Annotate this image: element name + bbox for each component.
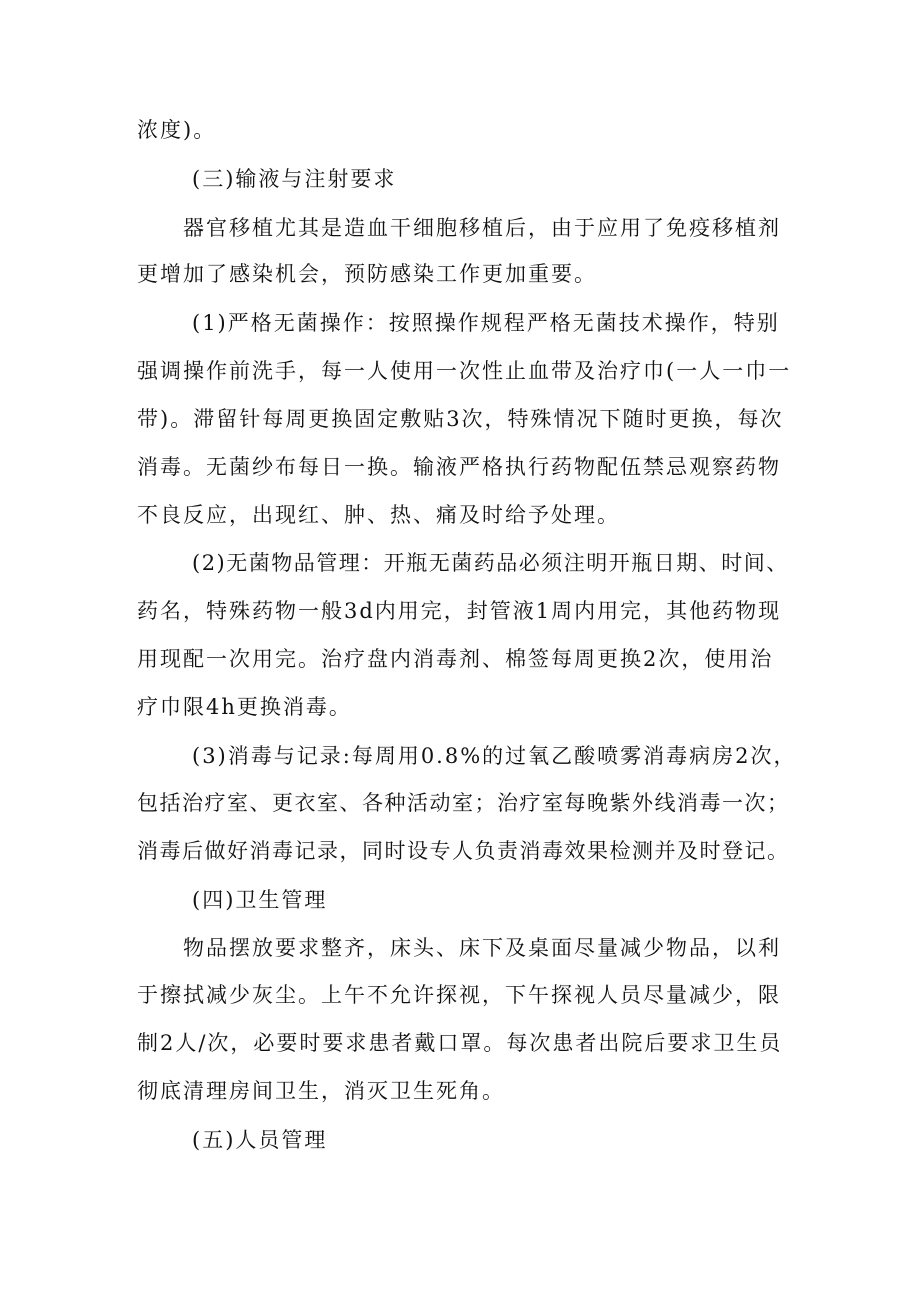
text-line: 物品摆放要求整齐，床头、床下及桌面尽量减少物品，以利 <box>183 936 781 960</box>
text-line: (3)消毒与记录:每周用0.8%的过氧乙酸喷雾消毒病房2次， <box>192 744 797 768</box>
text-line: 浓度)。 <box>137 118 217 142</box>
text-line: (1)严格无菌操作：按照操作规程严格无菌技术操作，特别 <box>192 311 780 335</box>
text-line: 疗巾限4h更换消毒。 <box>137 695 352 719</box>
text-line: 于擦拭减少灰尘。上午不允许探视，下午探视人员尽量减少，限 <box>137 983 781 1007</box>
text-line: 消毒。无菌纱布每日一换。输液严格执行药物配伍禁忌观察药物 <box>137 455 781 479</box>
text-line: 更增加了感染机会，预防感染工作更加重要。 <box>137 262 597 286</box>
text-line: 彻底清理房间卫生，消灭卫生死角。 <box>137 1079 505 1103</box>
text-line: 消毒后做好消毒记录，同时设专人负责消毒效果检测并及时登记。 <box>137 839 790 863</box>
text-line: 不良反应，出现红、肿、热、痛及时给予处理。 <box>137 503 620 527</box>
text-line: 器官移植尤其是造血干细胞移植后，由于应用了免疫移植剂 <box>183 216 781 240</box>
text-line: 药名，特殊药物一般3d内用完，封管液1周内用完，其他药物现 <box>137 599 782 623</box>
text-line: 制2人/次，必要时要求患者戴口罩。每次患者出院后要求卫生员 <box>137 1031 783 1055</box>
section-heading: (四)卫生管理 <box>192 888 328 912</box>
text-line: 用现配一次用完。治疗盘内消毒剂、棉签每周更换2次，使用治 <box>137 647 774 671</box>
text-line: 强调操作前洗手，每一人使用一次性止血带及治疗巾(一人一巾一 <box>137 359 792 383</box>
text-line: 包括治疗室、更衣室、各种活动室；治疗室每晚紫外线消毒一次； <box>137 791 790 815</box>
section-heading: (三)输液与注射要求 <box>192 167 397 191</box>
text-line: 带)。滞留针每周更换固定敷贴3次，特殊情况下随时更换，每次 <box>137 407 784 431</box>
section-heading: (五)人员管理 <box>192 1128 328 1152</box>
text-line: (2)无菌物品管理：开瓶无菌药品必须注明开瓶日期、时间、 <box>192 551 789 575</box>
